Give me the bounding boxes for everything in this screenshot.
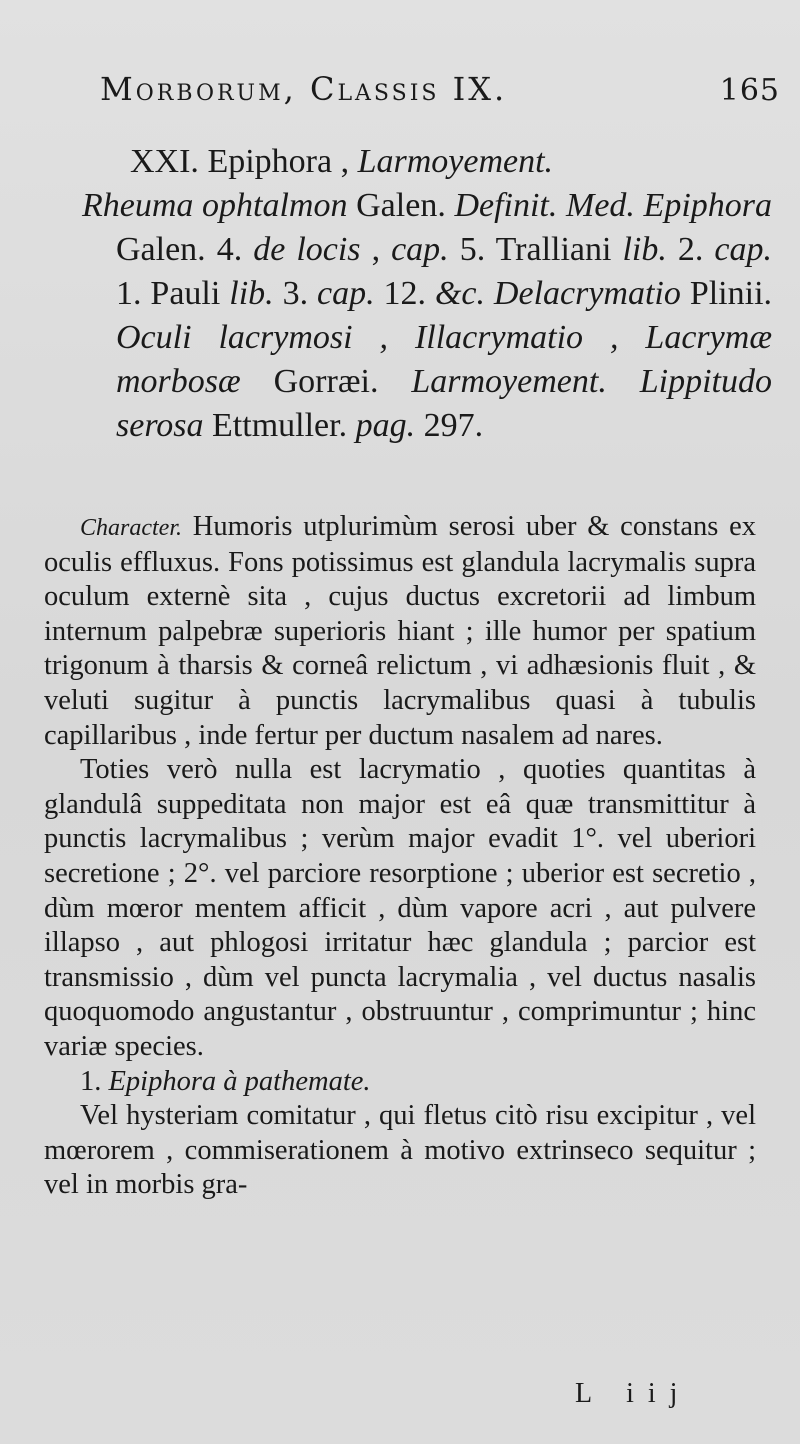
synonym-run: Gorræi.: [240, 363, 412, 400]
synonyms-block: [82, 184, 772, 448]
paragraph-2: Toties verò nulla est lacrymatio , quoties quantitas à glandulâ suppeditata non major est eâ quæ transmittitur à punctis lacrymalibus ; verùm major evadit 1°. vel uberiori secretione ; 2°. vel parciore resorptione ; uberior est secretio , dùm mœror mentem afficit , dùm vapore acri , aut pulvere illapso , aut phlogosi irritatur hæc glandula ; parcior est transmissio , dùm vel puncta lacrymalia , vel ductus nasalis quoquomodo angustantur , obstruuntur , comprimuntur ; hinc variæ species.: [44, 754, 756, 1062]
synonym-run: cap.: [317, 275, 375, 312]
synonym-run: Plinii.: [680, 275, 773, 312]
character-text: Humoris utplurimùm serosi uber & constans ex oculis effluxus. Fons potissimus est glandula lacrymalis supra oculum externè sita , cujus ductus excretorii ad limbum internum palpebræ superioris hiant ; ille humor per spatium trigonum à tharsis & corneâ relictum , vi adhæsionis fluit , & veluti sugitur à punctis lacrymalibus quasi à tubulis capillaribus , inde fertur per ductum nasalem ad nares.: [44, 511, 756, 751]
synonym-run: Galen.: [347, 187, 455, 224]
synonym-run: Definit. Med. Epiphora: [454, 187, 773, 224]
synonym-run: Larmoyement. Lippitudo serosa: [116, 363, 772, 444]
synonym-run: Galen. 4.: [116, 231, 254, 268]
synonym-run: ,: [360, 231, 392, 268]
body-text: [44, 510, 756, 1203]
disease-entry: [82, 140, 772, 448]
species-heading: [80, 1065, 756, 1100]
heading-french: Larmoyement.: [357, 143, 554, 180]
synonym-run: Rheuma ophtalmon: [82, 187, 348, 224]
synonym-run: 3.: [273, 275, 318, 312]
species-number: 1.: [80, 1065, 102, 1097]
synonym-run: cap.: [391, 231, 449, 268]
synonym-run: 1. Pauli: [116, 275, 230, 312]
character-label: Character.: [80, 515, 182, 541]
signature-mark: L iij: [575, 1378, 692, 1409]
heading-name: Epiphora: [207, 143, 333, 180]
synonym-run: de locis: [253, 231, 361, 268]
synonym-run: 12.: [374, 275, 435, 312]
synonym-run: 5. Tralliani: [448, 231, 623, 268]
synonym-run: 297.: [415, 407, 484, 444]
synonym-run: pag.: [355, 407, 416, 444]
heading-number: XXI.: [130, 143, 199, 180]
synonym-run: lib.: [229, 275, 274, 312]
character-paragraph: [44, 510, 756, 753]
paragraph-3: Vel hysteriam comitatur , qui fletus citò risu excipitur , vel mœrorem , commiserationem à motivo extrinseco sequitur ; vel in morbis gra-: [44, 1100, 756, 1201]
synonym-run: Oculi lacrymosi , Illacrymatio , Lacrymæ morbosæ: [116, 319, 772, 400]
page-number: 165: [719, 73, 780, 108]
synonym-run: 2.: [666, 231, 715, 268]
species-title: Epiphora à pathemate.: [108, 1065, 371, 1097]
running-header: [100, 70, 780, 108]
synonym-run: cap.: [714, 231, 772, 268]
synonym-run: &c. Delacrymatio: [434, 275, 681, 312]
running-title: Morborum, Classis IX.: [100, 70, 508, 108]
synonym-run: lib.: [622, 231, 667, 268]
entry-heading: XXI. Epiphora , Larmoyement.: [130, 143, 554, 180]
synonym-run: Ettmuller.: [203, 407, 356, 444]
